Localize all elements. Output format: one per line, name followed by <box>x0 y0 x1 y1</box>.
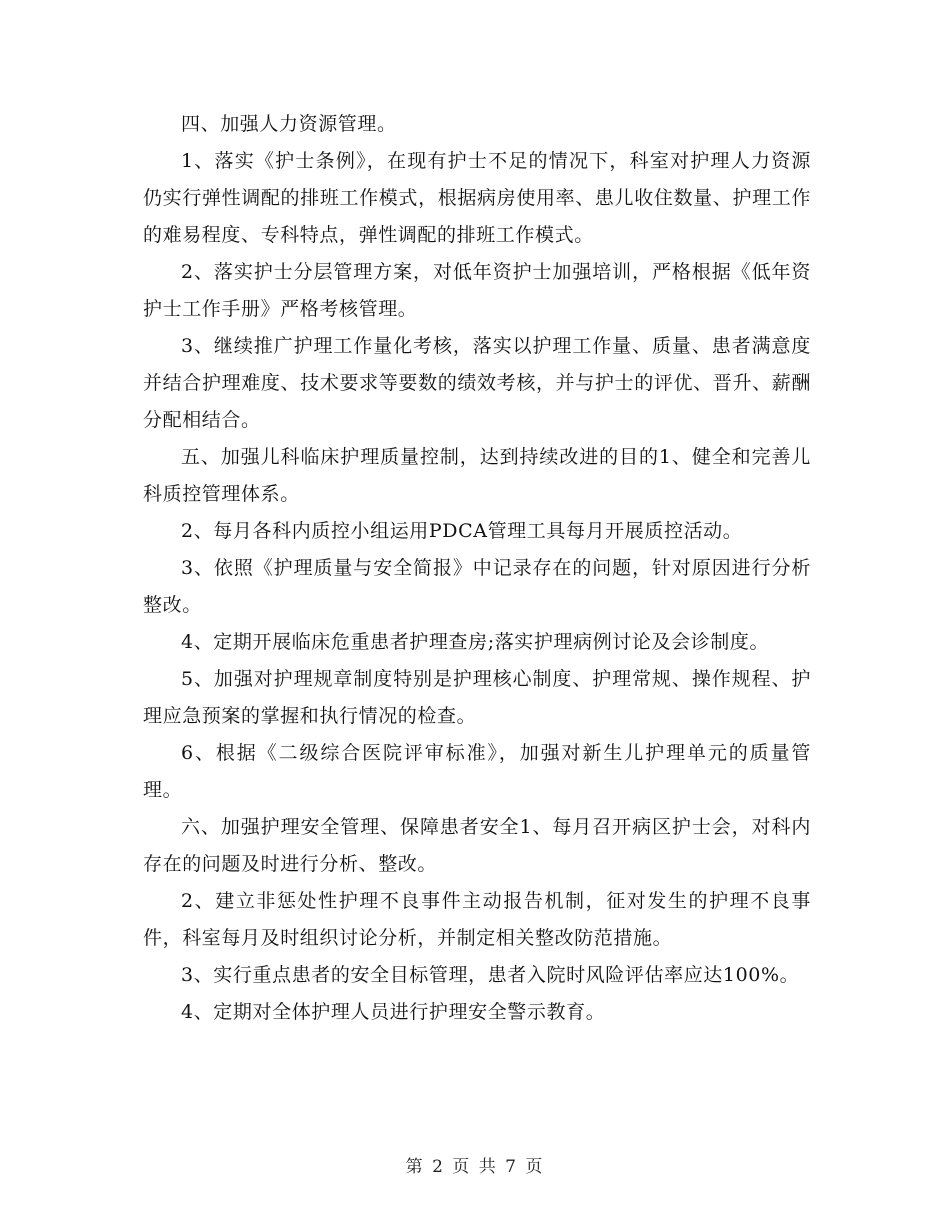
paragraph-4-2: 2、落实护士分层管理方案，对低年资护士加强培训，严格根据《低年资护士工作手册》严格考核管理。 <box>143 261 811 320</box>
paragraph-6-2: 2、建立非惩处性护理不良事件主动报告机制，征对发生的护理不良事件，科室每月及时组织讨论分析，并制定相关整改防范措施。 <box>143 890 811 949</box>
paragraph-5-6: 6、根据《二级综合医院评审标准》，加强对新生儿护理单元的质量管理。 <box>143 742 811 801</box>
paragraph-5-4: 4、定期开展临床危重患者护理查房;落实护理病例讨论及会诊制度。 <box>181 631 770 653</box>
paragraph-5-3: 3、依照《护理质量与安全简报》中记录存在的问题，针对原因进行分析整改。 <box>143 557 811 616</box>
paragraph-4-1: 1、落实《护士条例》，在现有护士不足的情况下，科室对护理人力资源仍实行弹性调配的排班工作模式，根据病房使用率、患儿收住数量、护理工作的难易程度、专科特点，弹性调配的排班工作模式。 <box>143 150 811 246</box>
document-body <box>143 106 811 1031</box>
paragraph-section-5-heading: 五、加强儿科临床护理质量控制，达到持续改进的目的1、健全和完善儿科质控管理体系。 <box>143 446 811 505</box>
paragraph-6-3: 3、实行重点患者的安全目标管理，患者入院时风险评估率应达100%。 <box>181 964 800 986</box>
paragraph-5-5: 5、加强对护理规章制度特别是护理核心制度、护理常规、操作规程、护理应急预案的掌握和执行情况的检查。 <box>143 668 811 727</box>
paragraph-4-3: 3、继续推广护理工作量化考核，落实以护理工作量、质量、患者满意度并结合护理难度、技术要求等要数的绩效考核，并与护士的评优、晋升、薪酬分配相结合。 <box>143 335 811 431</box>
paragraph-6-4: 4、定期对全体护理人员进行护理安全警示教育。 <box>181 1001 606 1023</box>
page-footer: 第 2 页 共 7 页 <box>405 1157 545 1177</box>
paragraph-section-4-heading: 四、加强人力资源管理。 <box>181 113 397 135</box>
paragraph-5-2: 2、每月各科内质控小组运用PDCA管理工具每月开展质控活动。 <box>181 520 743 542</box>
paragraph-section-6-heading: 六、加强护理安全管理、保障患者安全1、每月召开病区护士会，对科内存在的问题及时进行分析、整改。 <box>143 816 811 875</box>
